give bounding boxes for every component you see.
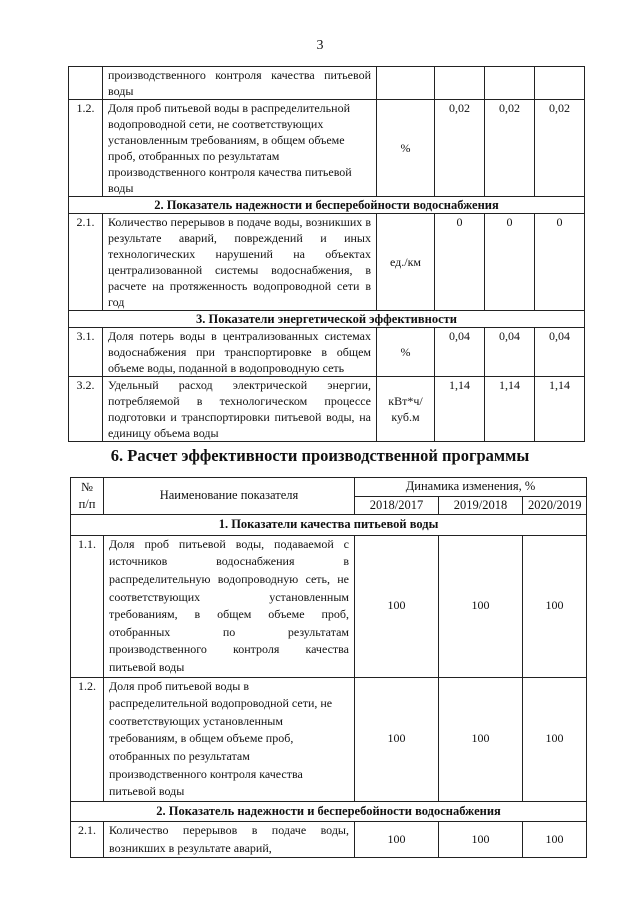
indicator-value — [535, 67, 585, 100]
header-period: 2018/2017 — [355, 496, 439, 515]
indicator-value: 0,02 — [435, 100, 485, 197]
indicator-value: 0,02 — [535, 100, 585, 197]
row-number — [69, 67, 103, 100]
indicator-value: 1,14 — [535, 377, 585, 442]
table-row — [69, 67, 585, 100]
indicator-name: Доля проб питьевой воды в распределительной водопроводной сети, не соответствующих установленным требованиям, в общем объеме проб, отобранных по результатам производственного контроля качества питьевой воды — [104, 677, 355, 801]
indicator-value — [485, 67, 535, 100]
section-title: 2. Показатель надежности и бесперебойности водоснабжения — [71, 801, 587, 822]
table-row — [69, 377, 585, 442]
indicators-table — [68, 66, 585, 442]
section-row — [69, 197, 585, 214]
header-dynamics: Динамика изменения, % — [355, 478, 587, 497]
indicator-name: Удельный расход электрической энергии, потребляемой в технологическом процессе подготовки и транспортировки питьевой воды, на единицу объема воды — [103, 377, 377, 442]
indicator-name: Доля проб питьевой воды, подаваемой с источников водоснабжения в распределительную водопроводную сеть, не соответствующих установленным требованиям, в общем объеме проб, отобранных по результатам производственного контроля качества питьевой воды — [104, 535, 355, 677]
dynamics-value: 100 — [439, 535, 523, 677]
indicator-name: Доля проб питьевой воды в распределительной водопроводной сети, не соответствующих установленным требованиям, в общем объеме проб, отобранных по результатам производственного контроля качества питьевой воды — [103, 100, 377, 197]
indicator-value: 1,14 — [485, 377, 535, 442]
row-number: 2.1. — [69, 214, 103, 311]
table-row — [71, 677, 587, 801]
indicator-value: 0 — [535, 214, 585, 311]
indicator-value: 0 — [435, 214, 485, 311]
table-row — [71, 535, 587, 677]
section-title: 3. Показатели энергетической эффективности — [69, 311, 585, 328]
row-number: 1.1. — [71, 535, 104, 677]
table-row — [69, 214, 585, 311]
row-number: 1.2. — [71, 677, 104, 801]
section-row — [69, 311, 585, 328]
header-name: Наименование показателя — [104, 478, 355, 515]
indicator-unit: % — [377, 100, 435, 197]
dynamics-value: 100 — [355, 822, 439, 858]
indicator-name: Количество перерывов в подаче воды, возникших в результате аварий, — [104, 822, 355, 858]
indicator-value: 0 — [485, 214, 535, 311]
indicator-value — [435, 67, 485, 100]
indicator-value: 0,02 — [485, 100, 535, 197]
table-row — [71, 822, 587, 858]
indicator-value: 0,04 — [535, 328, 585, 377]
efficiency-table — [70, 477, 587, 858]
indicator-name: Количество перерывов в подаче воды, возникших в результате аварий, повреждений и иных технологических нарушений на объектах централизованной системы водоснабжения, в расчете на протяженность водопроводной сети в год — [103, 214, 377, 311]
indicator-value: 0,04 — [485, 328, 535, 377]
dynamics-value: 100 — [355, 535, 439, 677]
header-period: 2020/2019 — [523, 496, 587, 515]
page-number: 3 — [316, 38, 324, 53]
indicator-unit: % — [377, 328, 435, 377]
dynamics-value: 100 — [523, 535, 587, 677]
indicator-name: производственного контроля качества питьевой воды — [103, 67, 377, 100]
indicator-value: 1,14 — [435, 377, 485, 442]
indicator-unit — [377, 67, 435, 100]
row-number: 3.2. — [69, 377, 103, 442]
row-number: 2.1. — [71, 822, 104, 858]
table-row — [69, 328, 585, 377]
indicator-name: Доля потерь воды в централизованных системах водоснабжения при транспортировке в общем объеме воды, поданной в водопроводную сеть — [103, 328, 377, 377]
dynamics-value: 100 — [439, 822, 523, 858]
indicator-unit: кВт*ч/куб.м — [377, 377, 435, 442]
section-title: 2. Показатель надежности и бесперебойности водоснабжения — [69, 197, 585, 214]
row-number: 3.1. — [69, 328, 103, 377]
dynamics-value: 100 — [355, 677, 439, 801]
table-header-row — [71, 478, 587, 497]
row-number: 1.2. — [69, 100, 103, 197]
table-row — [69, 100, 585, 197]
dynamics-value: 100 — [523, 822, 587, 858]
section-heading: 6. Расчет эффективности производственной программы — [110, 446, 530, 465]
header-number: № п/п — [71, 478, 104, 515]
indicator-value: 0,04 — [435, 328, 485, 377]
dynamics-value: 100 — [523, 677, 587, 801]
dynamics-value: 100 — [439, 677, 523, 801]
header-period: 2019/2018 — [439, 496, 523, 515]
indicator-unit: ед./км — [377, 214, 435, 311]
section-row — [71, 801, 587, 822]
section-row — [71, 515, 587, 536]
section-title: 1. Показатели качества питьевой воды — [71, 515, 587, 536]
